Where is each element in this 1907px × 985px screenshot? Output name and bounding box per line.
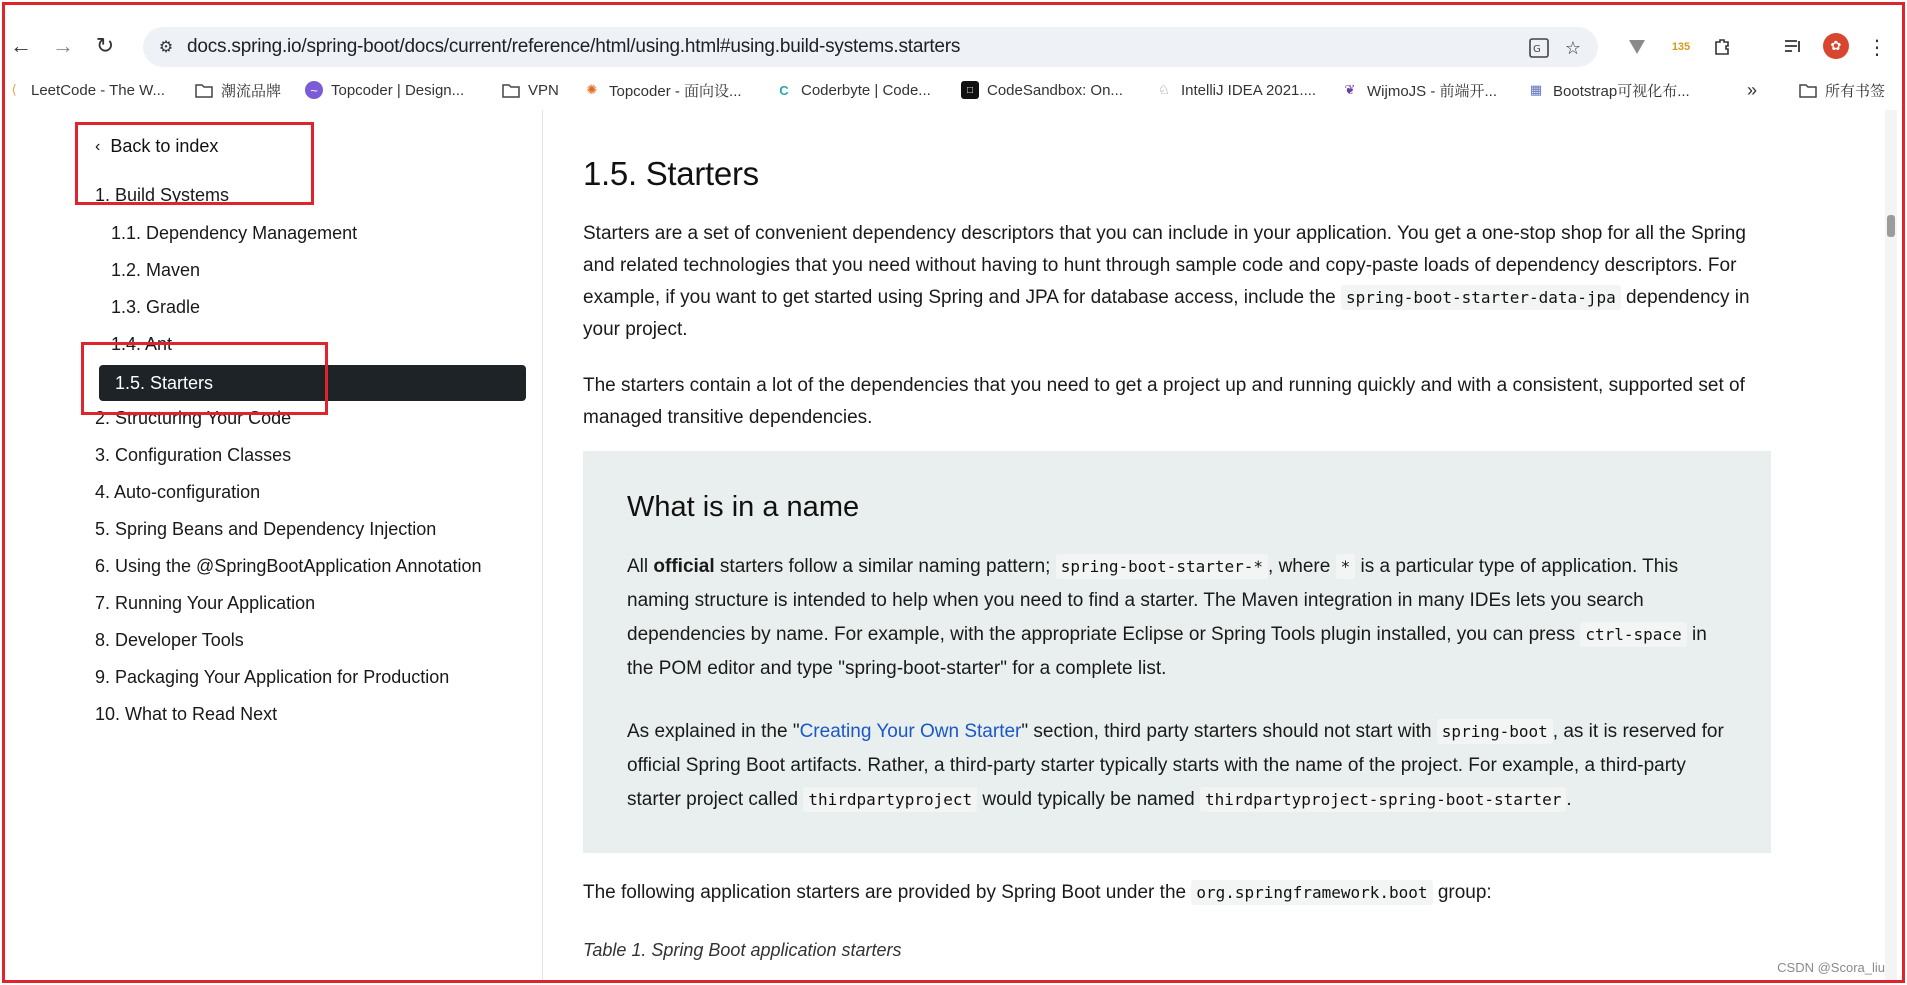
bookmark-label: 潮流品牌 (221, 82, 282, 100)
scrollbar-thumb[interactable] (1887, 215, 1895, 237)
translate-icon[interactable] (1526, 36, 1552, 60)
folder-icon (1799, 81, 1817, 99)
bookmark-label: CodeSandbox: On... (987, 81, 1123, 99)
text: Starters are a set of convenient dependency descriptors that you can include in your application. You get a one-stop shop for all the Spring and related technologies that you need without having to hunt through sample code and copy-paste loads of dependency descriptors. For example, if you want to get started using Spring and JPA for database access, include the (583, 223, 1746, 308)
bookmark-item[interactable] (195, 79, 281, 101)
wijmo-icon: ❦ (1344, 82, 1356, 97)
bookmark-label: WijmoJS - 前端开... (1367, 82, 1497, 100)
bookmark-label: VPN (528, 81, 559, 99)
reload-icon[interactable]: ↻ (95, 33, 115, 58)
starters-intro-paragraph (583, 877, 1763, 909)
toc-item[interactable]: 5. Spring Beans and Dependency Injection (95, 519, 437, 539)
text: in the POM editor and type "spring-boot-starter" for a complete list. (627, 624, 1707, 679)
box-paragraph-1 (627, 550, 1737, 686)
folder-icon (195, 81, 213, 99)
topcoder-icon: ~ (305, 81, 323, 99)
text: All (627, 556, 654, 577)
toc-item[interactable]: 10. What to Read Next (95, 704, 278, 724)
bookmark-item[interactable] (1155, 79, 1316, 101)
what-is-in-a-name-box (583, 451, 1771, 853)
second-paragraph: The starters contain a lot of the dependencies that you need to get a project up and running quickly and with a consistent, supported set of managed transitive dependencies. (583, 375, 1745, 428)
bookmark-item[interactable] (502, 79, 559, 101)
intellij-icon: ♘ (1158, 82, 1170, 97)
text: " section, third party starters should not start with (1021, 721, 1437, 742)
inline-code: thirdpartyproject-spring-boot-starter (1200, 787, 1566, 812)
bookmark-label: LeetCode - The W... (31, 81, 165, 99)
star-icon[interactable]: ☆ (1564, 37, 1582, 58)
bookmarks-overflow-button[interactable]: » (1747, 79, 1758, 100)
profile-avatar-icon[interactable]: ✿ (1823, 33, 1849, 59)
text: is a particular type of application. This naming structure is intended to help when you need to find a starter. The Maven integration in many IDEs lets you search dependencies by name. For example, with the appropriate Eclipse or Spring Tools plugin installed, you can press (627, 556, 1679, 645)
extension-135-icon[interactable]: 135 (1671, 41, 1691, 53)
url-text[interactable]: docs.spring.io/spring-boot/docs/current/reference/html/using.html#using.build-systems.starters (187, 36, 961, 57)
bookmark-item[interactable] (961, 79, 1123, 101)
svg-text:G: G (1533, 44, 1541, 55)
bookmark-item[interactable] (305, 79, 464, 101)
toc-item[interactable]: 1.2. Maven (111, 260, 201, 280)
bookmark-label: Topcoder - 面向设... (609, 82, 742, 100)
text: group: (1432, 882, 1492, 903)
back-to-index-label: Back to index (110, 136, 219, 156)
coderbyte-icon: C (779, 82, 789, 98)
bookmark-item[interactable] (5, 79, 165, 101)
text: . (1566, 789, 1572, 810)
toc-sidebar (5, 110, 543, 983)
text: starters follow a similar naming pattern; (714, 556, 1056, 577)
reading-list-icon[interactable] (1779, 33, 1807, 61)
text: , as it is reserved for official Spring Boot artifacts. Rather, a third-party starter typically starts with the name of the project. For example, a third-party starter project called (627, 721, 1724, 810)
menu-kebab-icon[interactable]: ⋮ (1867, 36, 1887, 59)
puzzle-extensions-icon[interactable] (1708, 33, 1736, 61)
all-bookmarks-label: 所有书签 (1825, 82, 1886, 100)
box-paragraph-2 (627, 715, 1737, 817)
toc-item[interactable]: 1.3. Gradle (111, 297, 201, 317)
bold-text: official (653, 556, 715, 577)
toc-item[interactable]: 1.4. Ant (111, 334, 173, 354)
bookmark-item[interactable] (1341, 79, 1497, 101)
inline-code: spring-boot (1437, 719, 1553, 744)
site-info-icon[interactable]: ⚙ (158, 39, 174, 56)
inline-code: ctrl-space (1580, 622, 1686, 647)
creating-your-own-starter-link[interactable]: Creating Your Own Starter (799, 721, 1022, 742)
bookmark-label: Coderbyte | Code... (801, 81, 931, 99)
scrollbar[interactable] (1885, 110, 1897, 983)
page-content (5, 110, 1897, 983)
extension-v-icon[interactable] (1623, 33, 1651, 61)
bookmarks-bar (5, 76, 1902, 104)
back-arrow-icon[interactable]: ← (10, 33, 32, 58)
all-bookmarks-button[interactable] (1799, 79, 1885, 101)
intro-paragraph (583, 218, 1763, 346)
bookmark-label: Bootstrap可视化布... (1553, 82, 1690, 100)
toc-item[interactable]: 9. Packaging Your Application for Production (95, 667, 450, 687)
codesandbox-icon: □ (961, 81, 979, 99)
address-bar[interactable] (143, 27, 1598, 67)
bootstrap-icon: ▦ (1529, 82, 1543, 97)
topcoder-icon: ✺ (586, 82, 598, 97)
forward-arrow-icon[interactable]: → (52, 33, 74, 58)
chevron-left-icon: ‹ (95, 137, 101, 155)
bookmark-item[interactable] (1527, 79, 1690, 101)
toc-item[interactable]: 3. Configuration Classes (95, 445, 292, 465)
bookmark-label: Topcoder | Design... (331, 81, 465, 99)
toc-item[interactable]: 2. Structuring Your Code (95, 408, 292, 428)
toc-item[interactable]: 4. Auto-configuration (95, 482, 261, 502)
inline-code: spring-boot-starter-data-jpa (1341, 285, 1621, 310)
box-title: What is in a name (627, 491, 860, 523)
folder-icon (502, 81, 520, 99)
inline-code: org.springframework.boot (1191, 880, 1432, 905)
text: , where (1268, 556, 1336, 577)
page-title: 1.5. Starters (583, 155, 759, 192)
back-to-index-link[interactable] (95, 136, 218, 157)
leetcode-icon: ⟨ (11, 82, 17, 97)
toc-item[interactable]: 1. Build Systems (95, 185, 230, 205)
text: dependency in your project. (583, 287, 1750, 340)
bookmark-item[interactable] (583, 79, 742, 101)
bookmark-item[interactable] (775, 79, 931, 101)
inline-code: thirdpartyproject (803, 787, 977, 812)
toc-item[interactable]: 7. Running Your Application (95, 593, 316, 613)
watermark: CSDN @Scora_liu (1777, 960, 1885, 975)
toc-item[interactable]: 8. Developer Tools (95, 630, 244, 650)
toc-item[interactable]: 1.1. Dependency Management (111, 223, 358, 243)
bookmark-label: IntelliJ IDEA 2021.... (1181, 81, 1317, 99)
browser-toolbar (5, 5, 1902, 79)
table-caption: Table 1. Spring Boot application starters (583, 940, 902, 960)
toc-item[interactable]: 6. Using the @SpringBootApplication Annotation (95, 556, 482, 576)
inline-code: spring-boot-starter-* (1056, 554, 1268, 579)
text: The following application starters are provided by Spring Boot under the (583, 882, 1192, 903)
inline-code: * (1336, 554, 1356, 579)
text: As explained in the " (627, 721, 800, 742)
toc-item-active[interactable]: 1.5. Starters (99, 365, 526, 401)
text: would typically be named (977, 789, 1200, 810)
